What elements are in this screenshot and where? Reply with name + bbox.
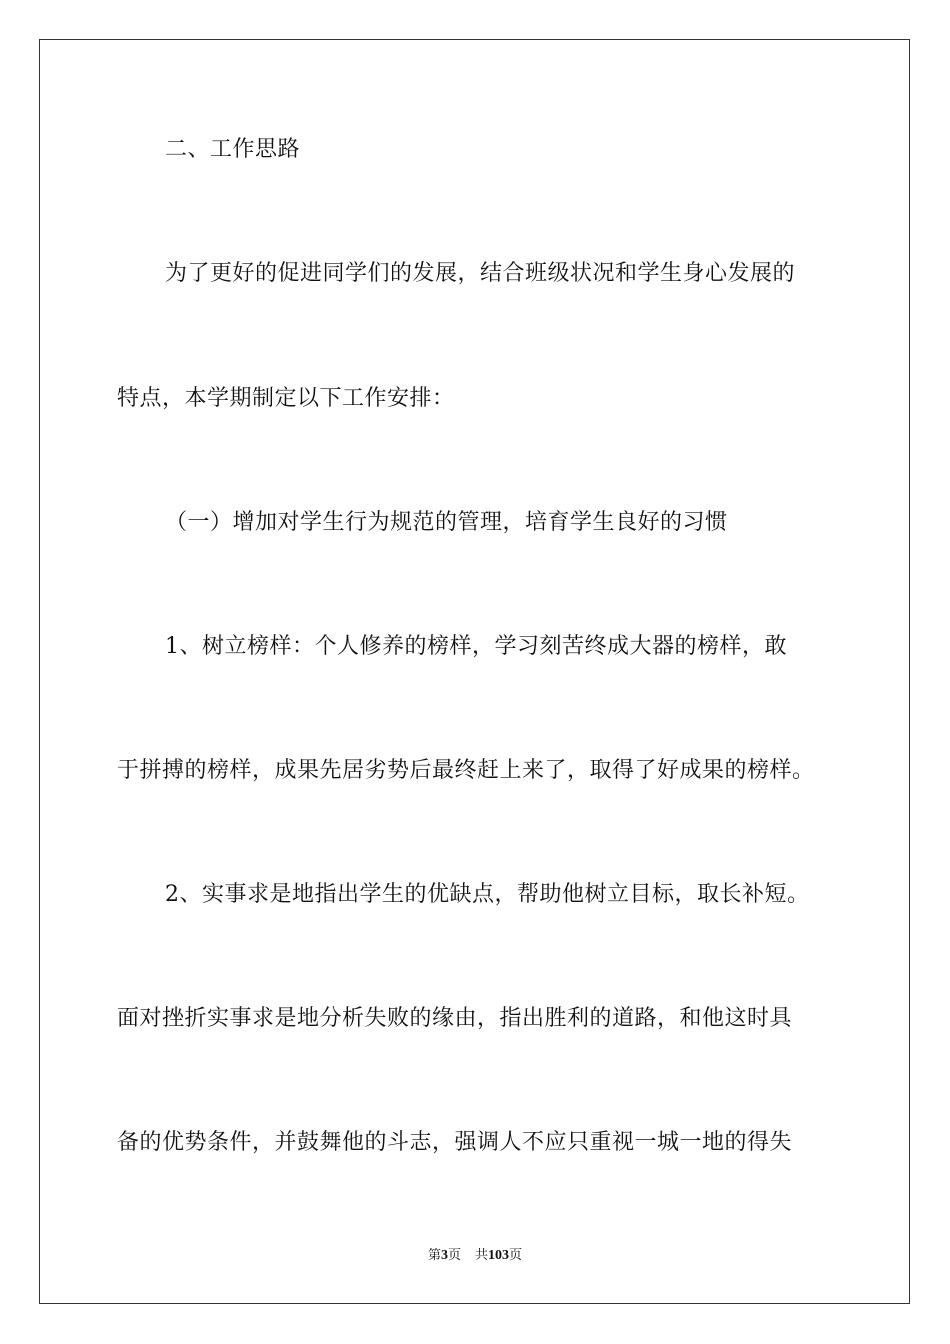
- paragraph-line: 为了更好的促进同学们的发展，结合班级状况和学生身心发展的: [165, 261, 796, 286]
- subsection-heading: （一）增加对学生行为规范的管理，培育学生良好的习惯: [165, 510, 728, 535]
- footer-page-prefix: 第: [427, 1248, 441, 1263]
- page-footer: [0, 1247, 950, 1265]
- footer-total-prefix: 共: [475, 1248, 489, 1263]
- footer-page-total: 103: [488, 1248, 510, 1263]
- paragraph-line: 于拼搏的榜样，成果先居劣势后最终赶上来了，取得了好成果的榜样。: [117, 758, 815, 783]
- paragraph-line: 备的优势条件，并鼓舞他的斗志，强调人不应只重视一城一地的得失: [117, 1130, 793, 1155]
- page-border: [39, 39, 910, 1304]
- footer-page-suffix: 页: [447, 1248, 461, 1263]
- paragraph-line: 特点，本学期制定以下工作安排：: [117, 386, 455, 411]
- paragraph-line: 面对挫折实事求是地分析失败的缘由，指出胜利的道路，和他这时具: [117, 1006, 793, 1031]
- paragraph-line: 1、树立榜样：个人修养的榜样，学习刻苦终成大器的榜样，敢: [165, 634, 787, 659]
- footer-total-suffix: 页: [509, 1248, 523, 1263]
- footer-page-current: 3: [440, 1248, 448, 1263]
- paragraph-line: 2、实事求是地指出学生的优缺点，帮助他树立目标，取长补短。: [165, 882, 810, 907]
- section-heading: 二、工作思路: [165, 137, 301, 162]
